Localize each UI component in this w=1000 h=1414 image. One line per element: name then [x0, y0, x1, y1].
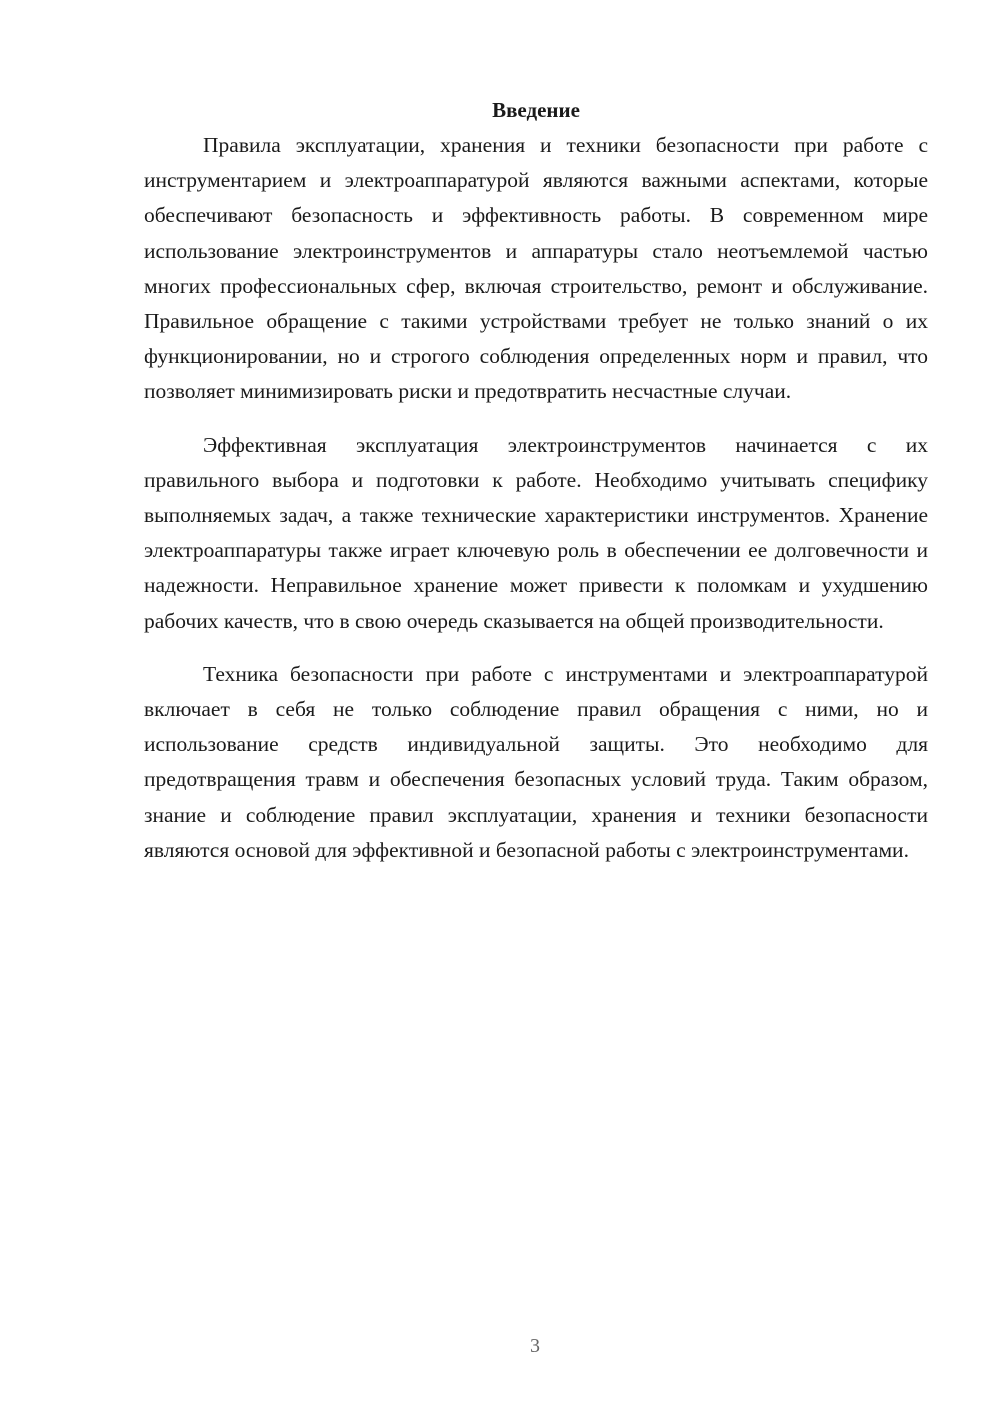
paragraph-2: Эффективная эксплуатация электроинструментов начинается с их правильного выбора и подготовки к работе. Необходимо учитывать специфику выполняемых задач, а также технические характеристики инструментов. Хранение электроаппаратуры также играет ключевую роль в обеспечении ее долговечности и надежности. Неправильное хранение может привести к поломкам и ухудшению рабочих качеств, что в свою очередь сказывается на общей производительности.: [144, 432, 928, 633]
paragraph-3: Техника безопасности при работе с инструментами и электроаппаратурой включает в себя не только соблюдение правил обращения с ними, но и использование средств индивидуальной защиты. Это необходимо для предотвращения травм и обеспечения безопасных условий труда. Таким образом, знание и соблюдение правил эксплуатации, хранения и техники безопасности являются основой для эффективной и безопасной работы с электроинструментами.: [144, 661, 928, 862]
paragraph-1: Правила эксплуатации, хранения и техники безопасности при работе с инструментарием и электроаппаратурой являются важными аспектами, которые обеспечивают безопасность и эффективность работы. В современном мире использование электроинструментов и аппаратуры стало неотъемлемой частью многих профессиональных сфер, включая строительство, ремонт и обслуживание. Правильное обращение с такими устройствами требует не только знаний о их функционировании, но и строгого соблюдения определенных норм и правил, что позволяет минимизировать риски и предотвратить несчастные случаи.: [144, 133, 928, 404]
section-heading: Введение: [492, 98, 580, 122]
page-content: [144, 92, 928, 886]
page-number: 3: [530, 1335, 540, 1357]
